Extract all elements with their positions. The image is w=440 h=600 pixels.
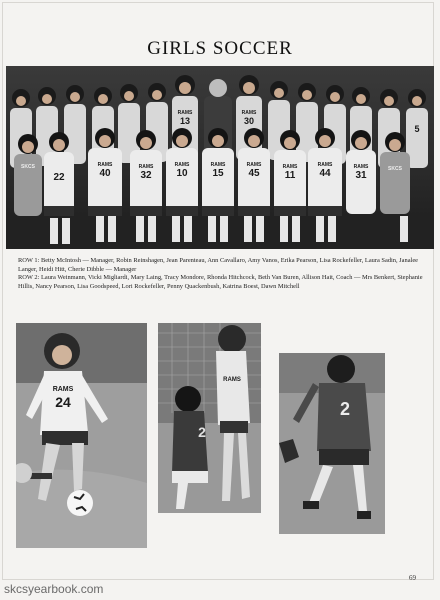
- jersey-number: 10: [176, 168, 188, 179]
- jersey-number: 44: [319, 168, 331, 179]
- page-title: GIRLS SOCCER: [147, 38, 293, 59]
- jersey-text: RAMS: [223, 377, 241, 383]
- caption-row-2: ROW 2: Laura Weinmann, Vicki Migliardi, Mary Laing, Tracy Mondore, Rhonda Hitchcock, Beth Van Buren, Allison Hait, Coach — Mrs Benkert, Stephanie Hillis, Nancy Pearson, Lisa Goodspeed, Lori Rockefeller, Penny Quackenbush, Katrina Boest, Dawn Mitchell: [18, 274, 423, 290]
- jersey-number: 40: [99, 168, 111, 179]
- action-photo-3-graphic: [279, 353, 385, 534]
- jersey-number: 32: [140, 170, 152, 181]
- jersey-number: 31: [355, 170, 367, 181]
- jersey-number: 24: [55, 394, 71, 410]
- jersey-text: RAMS: [241, 110, 257, 116]
- jersey-text: RAMS: [97, 162, 113, 168]
- jersey-text: RAMS: [246, 162, 262, 168]
- jersey-number: 30: [243, 116, 255, 126]
- jersey-text: RAMS: [52, 386, 74, 393]
- team-photo-graphic: [6, 66, 434, 249]
- team-photo: [6, 66, 434, 249]
- jersey-number: 13: [179, 116, 191, 126]
- action-photo-3: [279, 353, 385, 534]
- jersey-text: RAMS: [174, 162, 190, 168]
- team-caption: [18, 257, 426, 291]
- jersey-text: RAMS: [177, 110, 193, 116]
- jersey-number: 22: [53, 172, 65, 183]
- action-photo-1: [16, 323, 147, 548]
- jersey-number: 2: [339, 399, 351, 419]
- watermark: skcsyearbook.com: [4, 582, 104, 596]
- jersey-text: RAMS: [353, 164, 369, 170]
- jersey-number: 11: [284, 170, 296, 181]
- action-photo-2-graphic: [158, 323, 261, 513]
- jersey-number: 5: [414, 124, 420, 134]
- jersey-text: SKCS: [388, 166, 402, 172]
- jersey-text: SKCS: [21, 164, 35, 170]
- jersey-number: 15: [212, 168, 224, 179]
- jersey-text: RAMS: [138, 164, 154, 170]
- caption-row-1: ROW 1: Betty McIntosh — Manager, Robin Reinshagen, Jean Parenteau, Ann Cavallaro, Amy Vanos, Erika Pearson, Lisa Rockefeller, Laura Sadin, Janalee Langer, Heidi Hitt, Cherie Dibble — Manager: [18, 257, 418, 273]
- action-photo-2: [158, 323, 261, 513]
- jersey-text: RAMS: [317, 162, 333, 168]
- jersey-text: RAMS: [210, 162, 226, 168]
- action-photo-1-graphic: [16, 323, 147, 548]
- jersey-number: 45: [248, 168, 260, 179]
- jersey-text: RAMS: [282, 164, 298, 170]
- page-number: 69: [409, 574, 416, 582]
- jersey-number: 2: [198, 424, 206, 440]
